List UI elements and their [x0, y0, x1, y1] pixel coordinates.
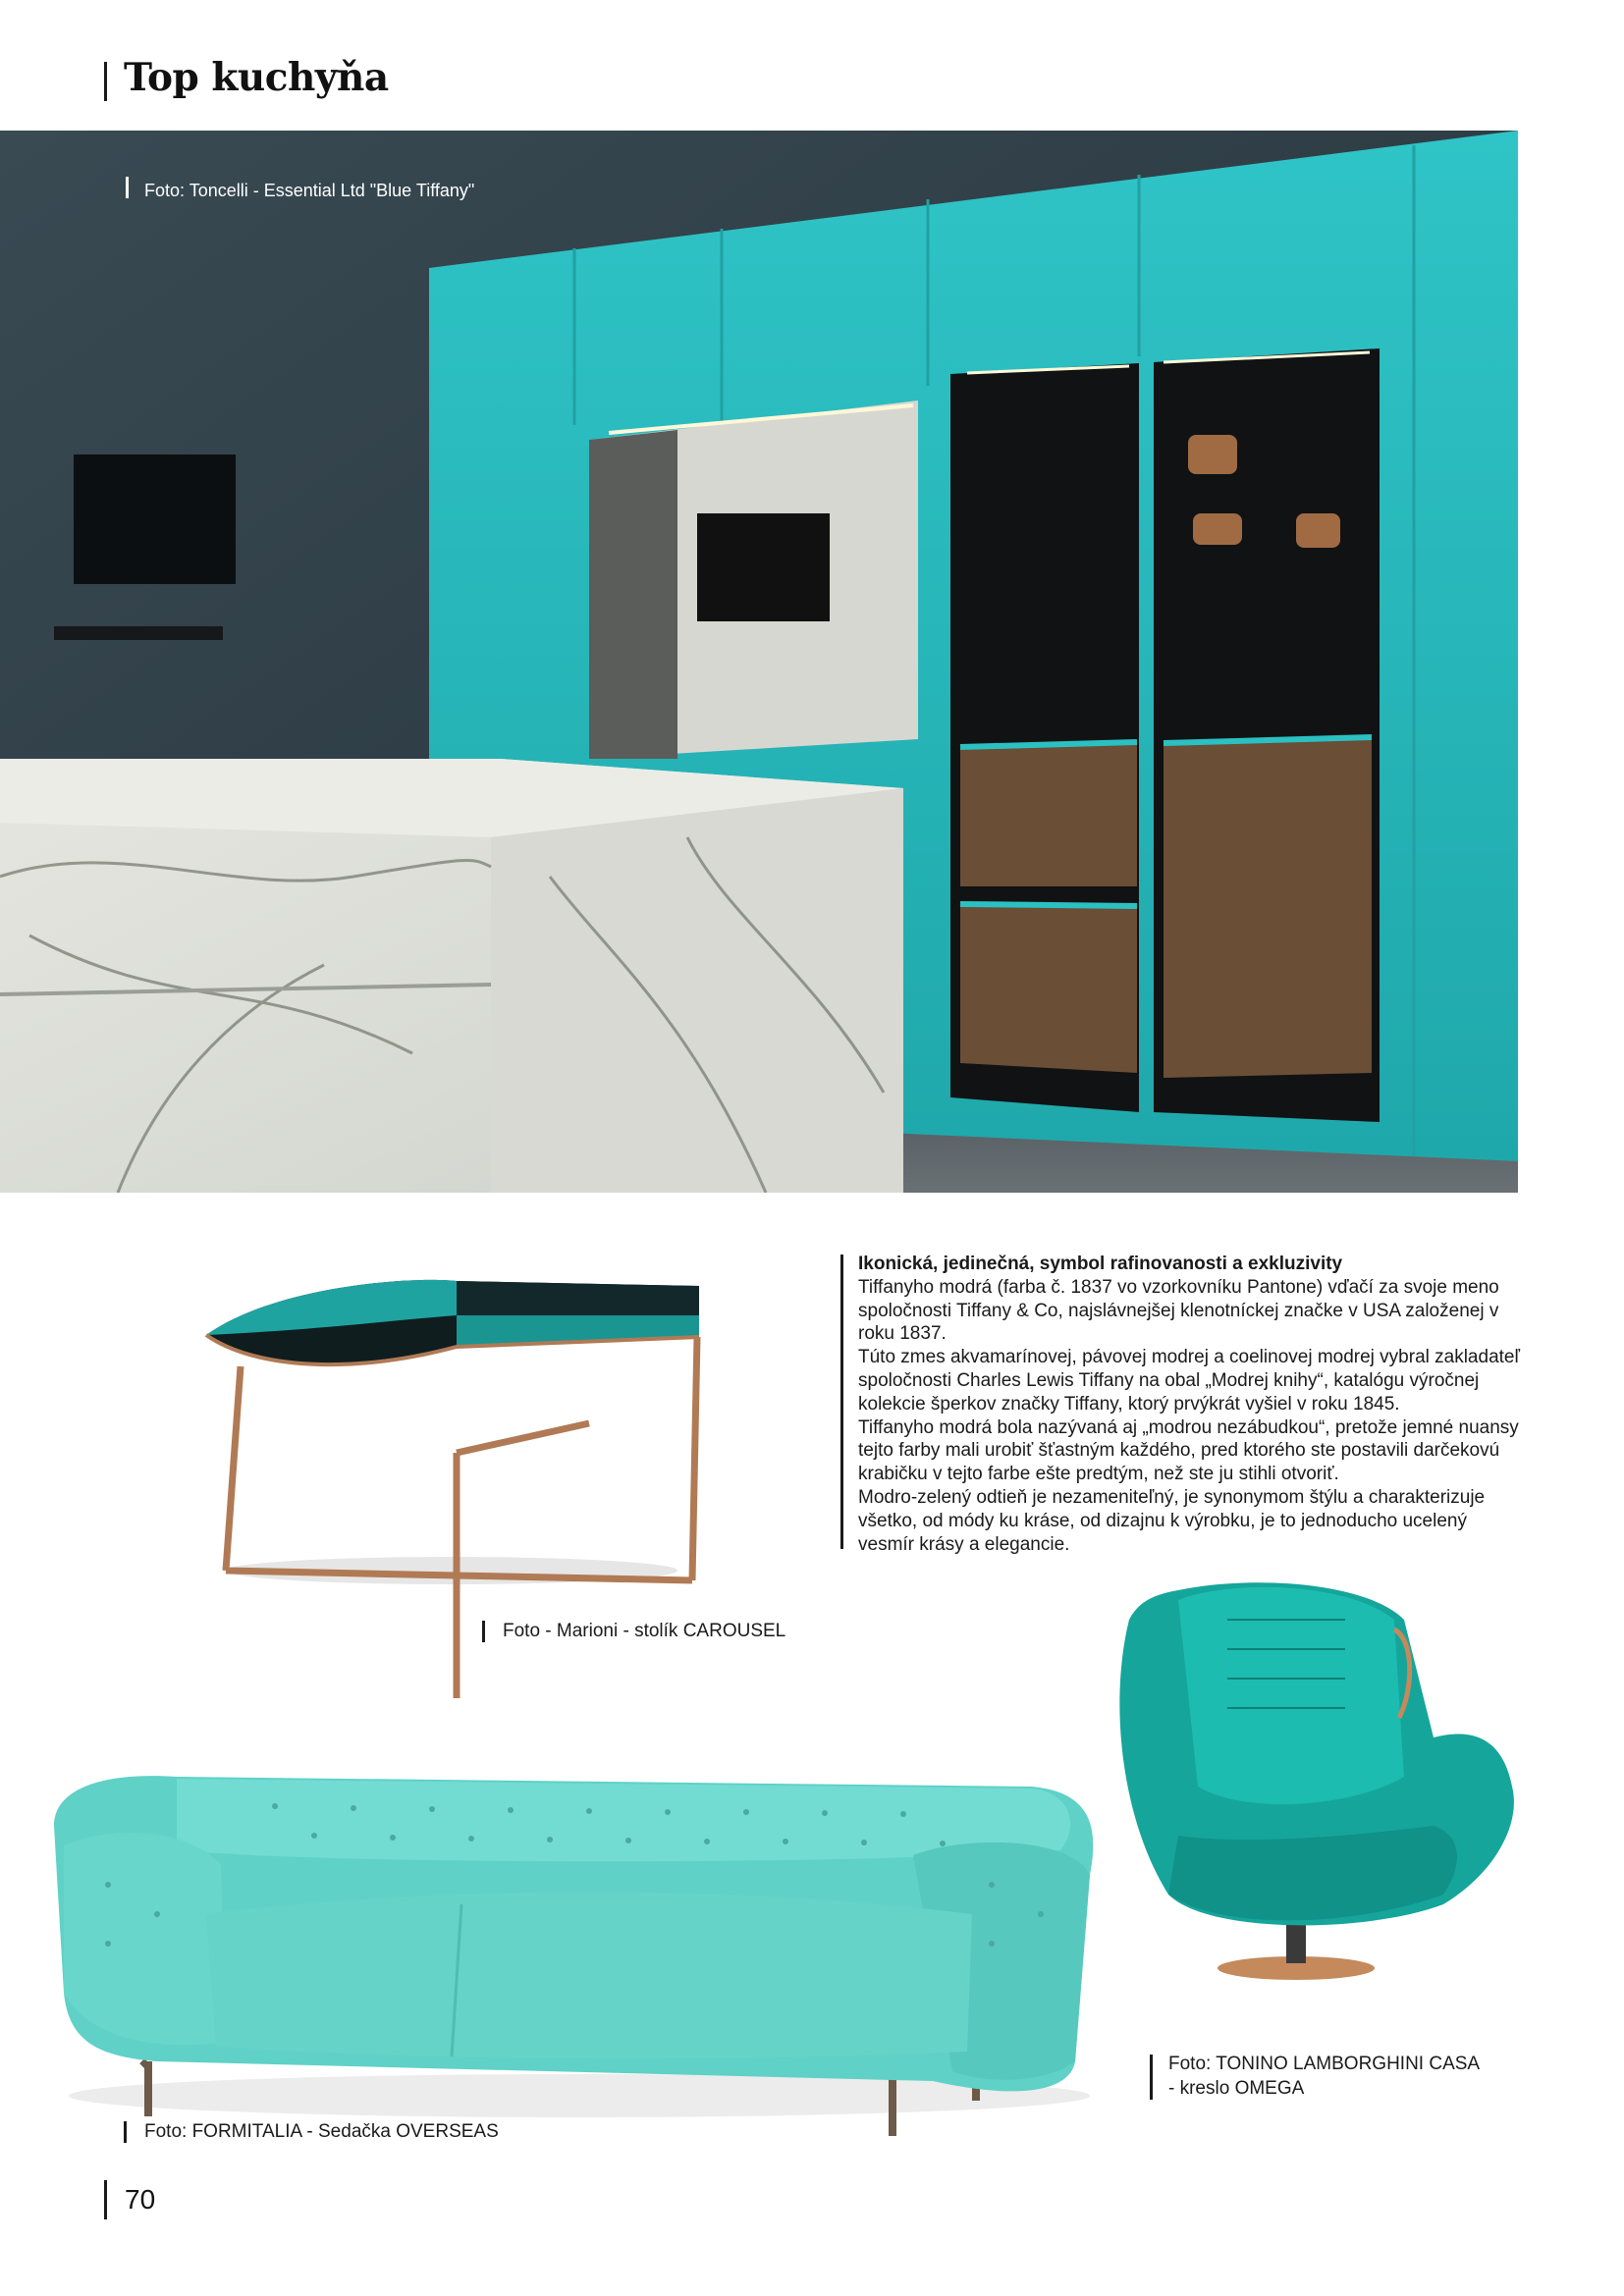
page-number-bar — [104, 2180, 107, 2219]
article-bar — [840, 1255, 843, 1549]
section-title-bar — [104, 62, 107, 101]
article-paragraph: Modro-zelený odtieň je nezameniteľný, je synonymom štýlu a charakterizuje všetko, od módy ku kráse, od dizajnu k výrobku, je to jednoducho ucelený vesmír krásy a elegancie. — [858, 1486, 1486, 1555]
omega-armchair-photo — [1110, 1580, 1522, 1993]
article-heading: Ikonická, jedinečná, symbol rafinovanosti a exkluzivity — [858, 1254, 1343, 1274]
section-title: Top kuchyňa — [124, 55, 389, 100]
article — [858, 1253, 1522, 1556]
sofa-caption-bar — [124, 2121, 127, 2143]
article-paragraph: Tiffanyho modrá bola nazývaná aj „modrou nezábudkou“, pretože jemné nuansy tejto farby mali urobiť šťastným každého, pred ktorého ste postavili darčekovú krabičku v tejto farbe ešte predtým, než ste ju stihli otvoriť. — [858, 1416, 1519, 1485]
article-paragraph: Tiffanyho modrá (farba č. 1837 vo vzorkovníku Pantone) vďačí za svoje meno spoločnosti Tiffany & Co, najslávnejšej klenotníckej značke v USA založenej v roku 1837. — [858, 1276, 1499, 1345]
article-paragraph: Túto zmes akvamarínovej, pávovej modrej a coelinovej modrej vybral zakladateľ spoločnosti Charles Lewis Tiffany na obal „Modrej knihy“, katalógu výročnej kolekcie šperkov značky Tiffany, ktorý prvýkrát vyšiel v roku 1845. — [858, 1347, 1521, 1415]
hero-caption-bar — [126, 177, 129, 198]
carousel-table-photo — [196, 1276, 727, 1708]
table-caption: Foto - Marioni - stolík CAROUSEL — [503, 1621, 786, 1641]
overseas-sofa-photo — [49, 1767, 1110, 2140]
chair-caption-line1: Foto: TONINO LAMBORGHINI CASA — [1168, 2054, 1481, 2074]
kitchen-illustration — [0, 131, 1518, 1193]
sofa-caption: Foto: FORMITALIA - Sedačka OVERSEAS — [144, 2121, 499, 2142]
hero-caption: Foto: Toncelli - Essential Ltd "Blue Tiffany" — [144, 181, 475, 200]
chair-caption-line2: - kreslo OMEGA — [1168, 2078, 1305, 2099]
chair-caption-bar — [1150, 2055, 1153, 2100]
table-caption-bar — [482, 1621, 485, 1642]
hero-kitchen-photo — [0, 131, 1518, 1193]
page-number: 70 — [125, 2184, 156, 2215]
